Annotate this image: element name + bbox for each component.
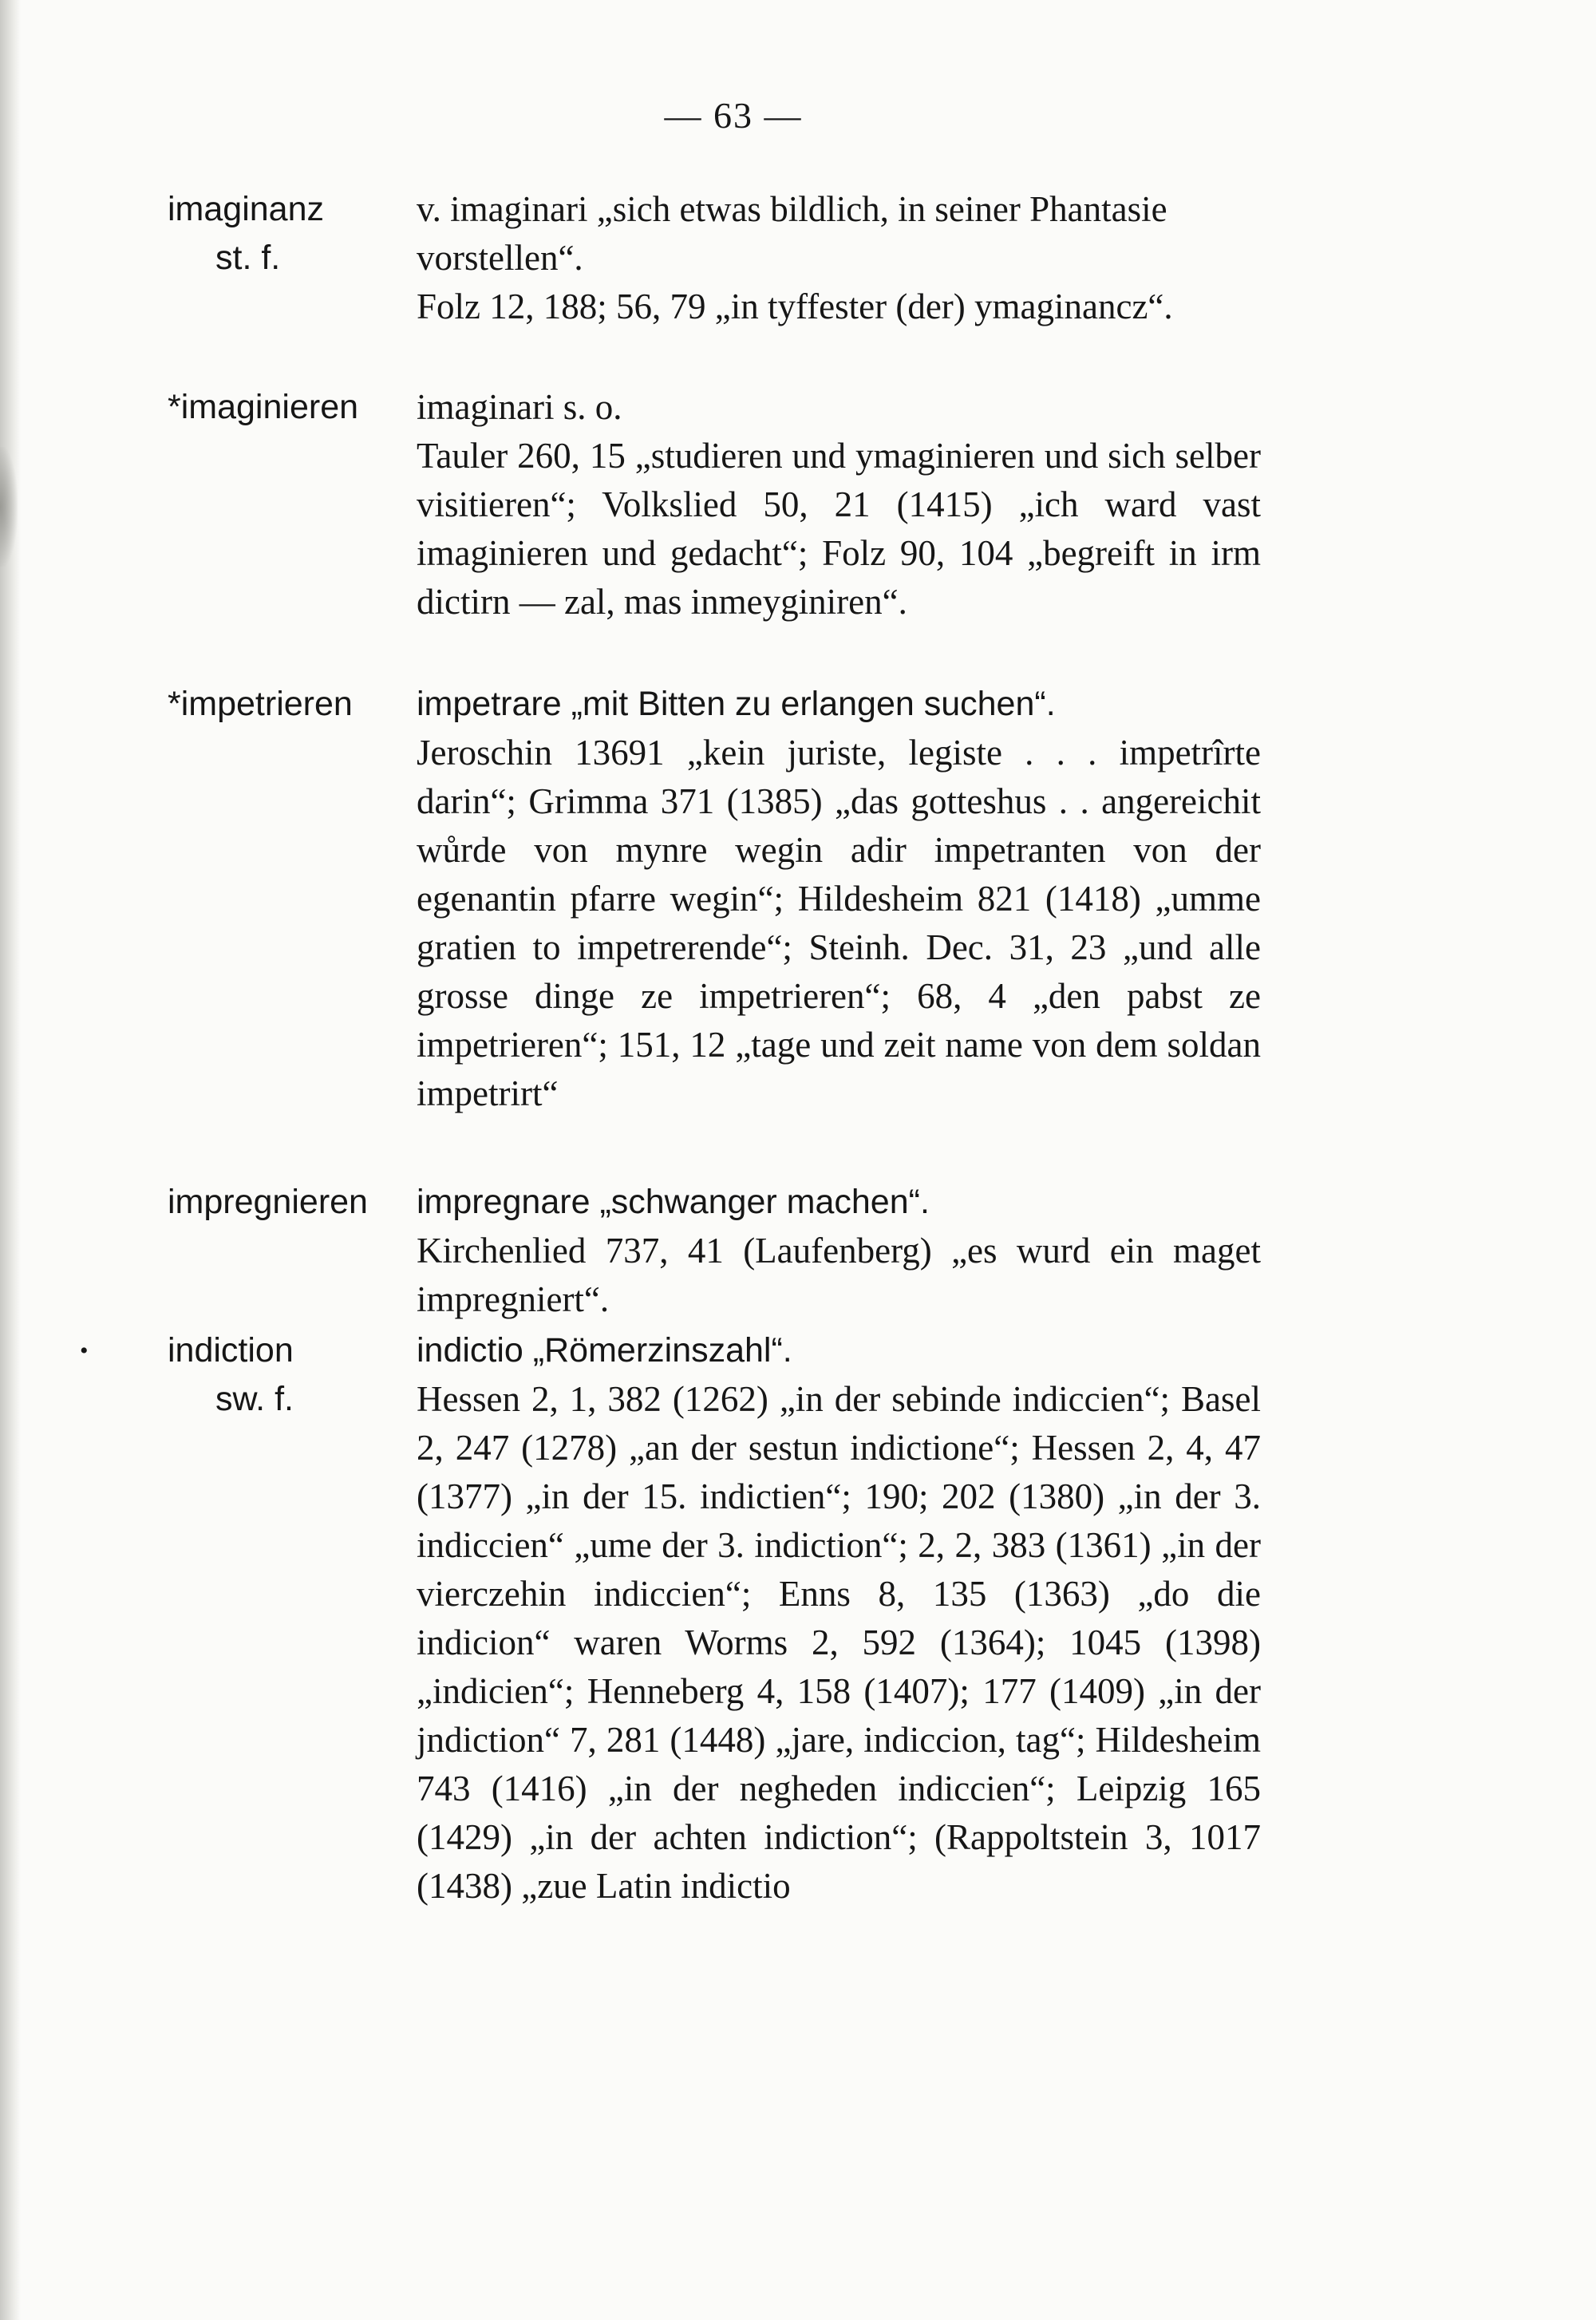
definition: impetrare „mit Bitten zu erlangen suchen“. <box>417 685 1056 723</box>
entry-impetrieren <box>0 680 1596 1178</box>
entry-indiction <box>0 1326 1596 1911</box>
headword: *impetrieren <box>168 685 353 723</box>
headword: imaginanz <box>168 190 324 228</box>
headword-column <box>168 383 415 432</box>
headword: indiction <box>168 1331 294 1369</box>
definition: v. imaginari „sich etwas bildlich, in seiner Phantasie vorstellen“. <box>417 189 1167 278</box>
citations: Jeroschin 13691 „kein juriste, legiste . . . impetrîrte darin“; Grimma 371 (1385) „das gotteshus . . angereichit wůrde von mynre wegin adir impetranten von der egenantin pfarre wegin“; Hildesheim 821 (1418) „umme gratien to impetrerende“; Steinh. Dec. 31, 23 „und alle grosse dinge ze impetrieren“; 68, 4 „den pabst ze impetrieren“; 151, 12 „tage und zeit name von dem soldan impetrirt“ <box>417 733 1261 1113</box>
headword-column <box>168 1326 415 1424</box>
citations: Folz 12, 188; 56, 79 „in tyffester (der) ymaginancz“. <box>417 287 1173 326</box>
entry-body <box>417 1326 1261 1911</box>
entry-imaginieren <box>0 383 1596 680</box>
entry-body <box>417 1178 1261 1324</box>
entry-impregnieren <box>0 1178 1596 1326</box>
entry-imaginanz <box>0 185 1596 383</box>
headword-column <box>168 185 415 283</box>
definition: impregnare „schwanger machen“. <box>417 1183 930 1221</box>
entry-body <box>417 185 1261 331</box>
citations: Tauler 260, 15 „studieren und ymaginieren und sich selber visitieren“; Volkslied 50, 21 (1415) „ich ward vast imaginieren und gedacht“; Folz 90, 104 „begreift in irm dictirn — zal, mas inmeyginiren“. <box>417 436 1261 622</box>
citations: Kirchenlied 737, 41 (Laufenberg) „es wurd ein maget impregniert“. <box>417 1231 1261 1319</box>
margin-dot: • <box>80 1338 89 1364</box>
entry-body <box>417 383 1261 626</box>
headword: *imaginieren <box>168 388 359 426</box>
grammar-label: sw. f. <box>215 1380 294 1418</box>
headword: impregnieren <box>168 1183 368 1221</box>
definition: imaginari s. o. <box>417 387 622 427</box>
definition: indictio „Römerzinszahl“. <box>417 1331 792 1369</box>
headword-column <box>168 1178 415 1227</box>
entry-body <box>417 680 1261 1118</box>
dictionary-entries <box>0 185 1596 1911</box>
grammar-label: st. f. <box>215 239 281 277</box>
page-number: — 63 — <box>664 95 803 136</box>
headword-column <box>168 680 415 729</box>
citations: Hessen 2, 1, 382 (1262) „in der sebinde indiccien“; Basel 2, 247 (1278) „an der sestun indictione“; Hessen 2, 4, 47 (1377) „in der 15. indictien“; 190; 202 (1380) „in der 3. indiccien“ „ume der 3. indiction“; 2, 2, 383 (1361) „in der vierczehin indiccien“; Enns 8, 135 (1363) „do die indicion“ waren Worms 2, 592 (1364); 1045 (1398) „indicien“; Henneberg 4, 158 (1407); 177 (1409) „in der jndiction“ 7, 281 (1448) „jare, indiccion, tag“; Hildesheim 743 (1416) „in der negheden indiccien“; Leipzig 165 (1429) „in der achten indiction“; (Rappoltstein 3, 1017 (1438) „zue Latin indictio <box>417 1379 1261 1906</box>
